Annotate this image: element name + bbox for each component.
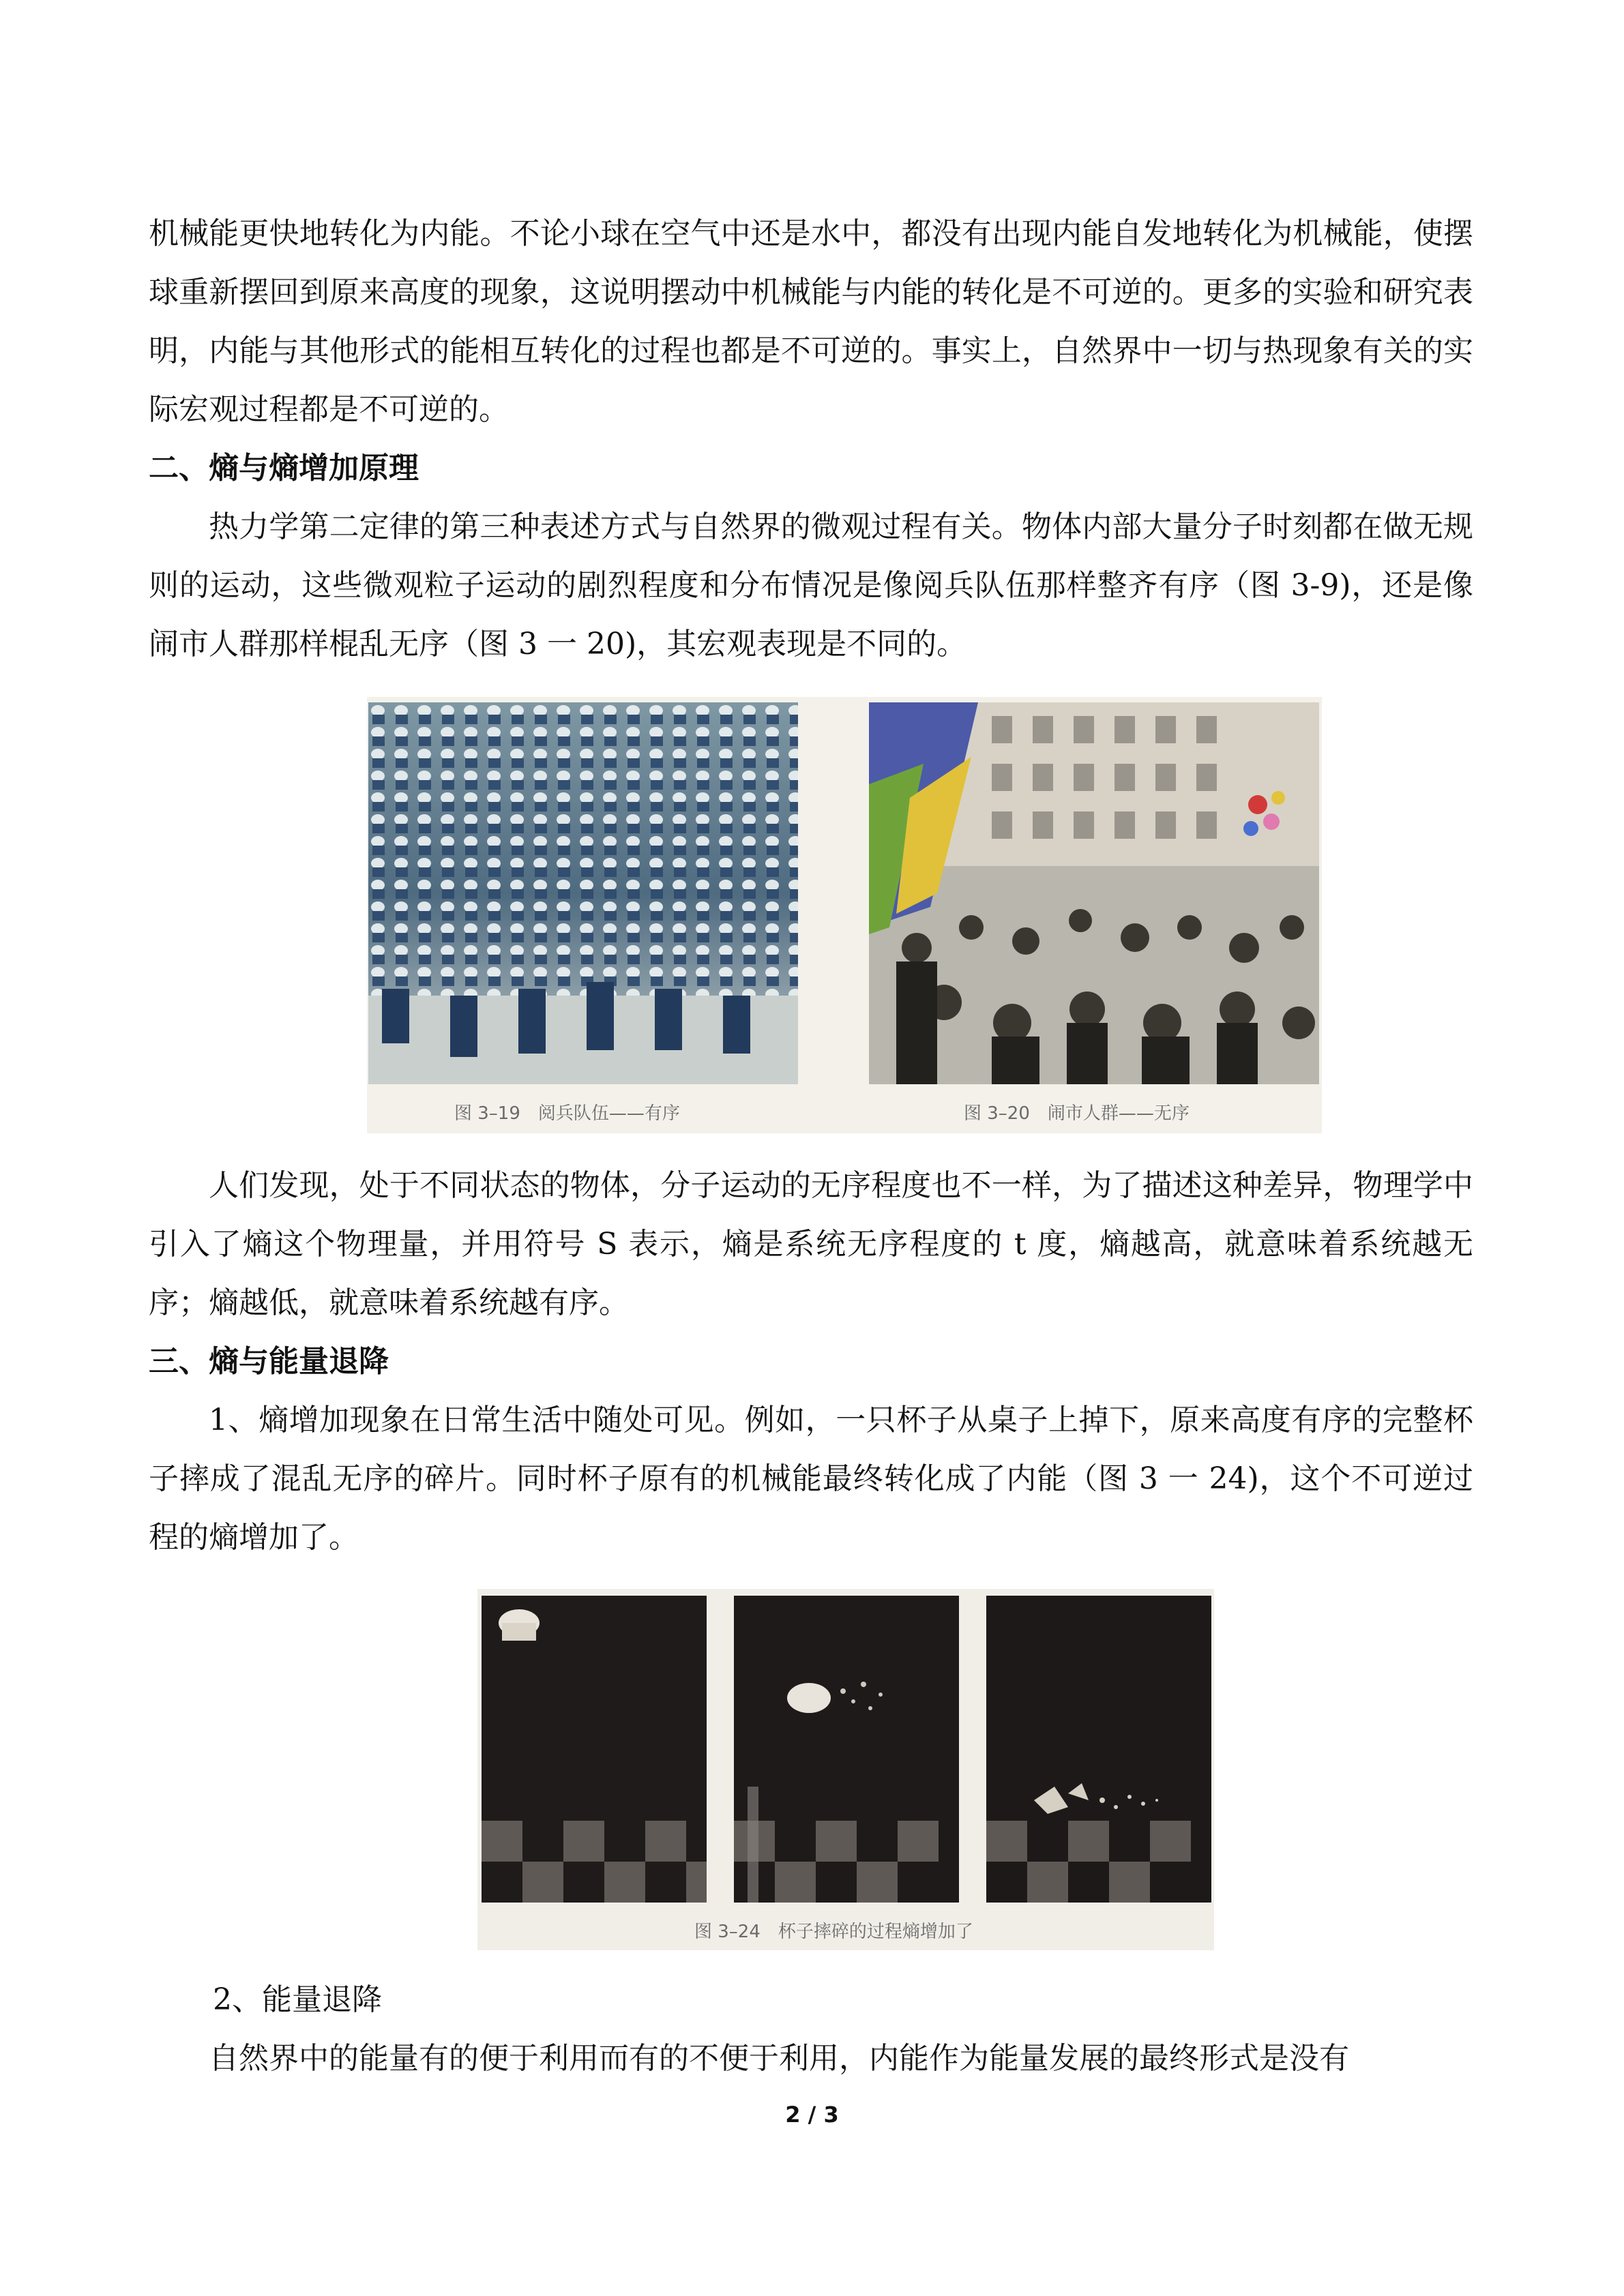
figure-order-disorder	[367, 697, 1322, 1133]
cup-frame-2	[734, 1596, 959, 1903]
text-block-bottom	[149, 1971, 1473, 2088]
cup-frame-1	[482, 1596, 707, 1903]
text-block-middle	[149, 1157, 1473, 1567]
section-heading-entropy-energy-degradation: 三、熵与能量退降	[149, 1344, 389, 1379]
subsection-energy-degradation: 2、能量退降	[213, 1982, 382, 2017]
parade-photo	[368, 702, 798, 1084]
cup-frame-3	[986, 1596, 1211, 1903]
paragraph-energy-usability: 自然界中的能量有的便于利用而有的不便于利用，内能作为能量发展的最终形式是没有	[209, 2041, 1349, 2076]
paragraph-second-law-third-statement: 热力学第二定律的第三种表述方式与自然界的微观过程有关。物体内部大量分子时刻都在做无规则的运动，这些微观粒子运动的剧烈程度和分布情况是像阅兵队伍那样整齐有序（图 3-9)，还是像闹市人群那样棍乱无序（图 3 一 20)，其宏观表现是不同的。	[149, 509, 1473, 661]
section-heading-entropy-principle: 二、熵与熵增加原理	[149, 451, 419, 486]
paragraph-entropy-increase-example: 1、熵增加现象在日常生活中随处可见。例如，一只杯子从桌子上掉下，原来高度有序的完整杯子摔成了混乱无序的碎片。同时杯子原有的机械能最终转化成了内能（图 3 一 24)，这个不可逆过程的熵增加了。	[149, 1403, 1473, 1555]
figure-3-24-caption: 图 3–24 杯子摔碎的过程熵增加了	[694, 1922, 973, 1942]
page-number: 2 / 3	[785, 2102, 839, 2128]
text-block-top	[149, 205, 1473, 674]
paragraph-entropy-definition: 人们发现，处于不同状态的物体，分子运动的无序程度也不一样，为了描述这种差异，物理学中引入了熵这个物理量，并用符号 S 表示，熵是系统无序程度的 t 度，熵越高，就意味着系统越无序；熵越低，就意味着系统越有序。	[149, 1168, 1473, 1320]
paragraph-reversibility: 机械能更快地转化为内能。不论小球在空气中还是水中，都没有出现内能自发地转化为机械能，使摆球重新摆回到原来高度的现象，这说明摆动中机械能与内能的转化是不可逆的。更多的实验和研究表明，内能与其他形式的能相互转化的过程也都是不可逆的。事实上，自然界中一切与热现象有关的实际宏观过程都是不可逆的。	[149, 216, 1473, 427]
figure-cup-breaking	[477, 1589, 1214, 1950]
figure-3-19-caption: 图 3–19 阅兵队伍——有序	[454, 1103, 680, 1124]
figure-3-20-caption: 图 3–20 闹市人群——无序	[964, 1103, 1190, 1124]
crowd-photo	[869, 702, 1319, 1084]
